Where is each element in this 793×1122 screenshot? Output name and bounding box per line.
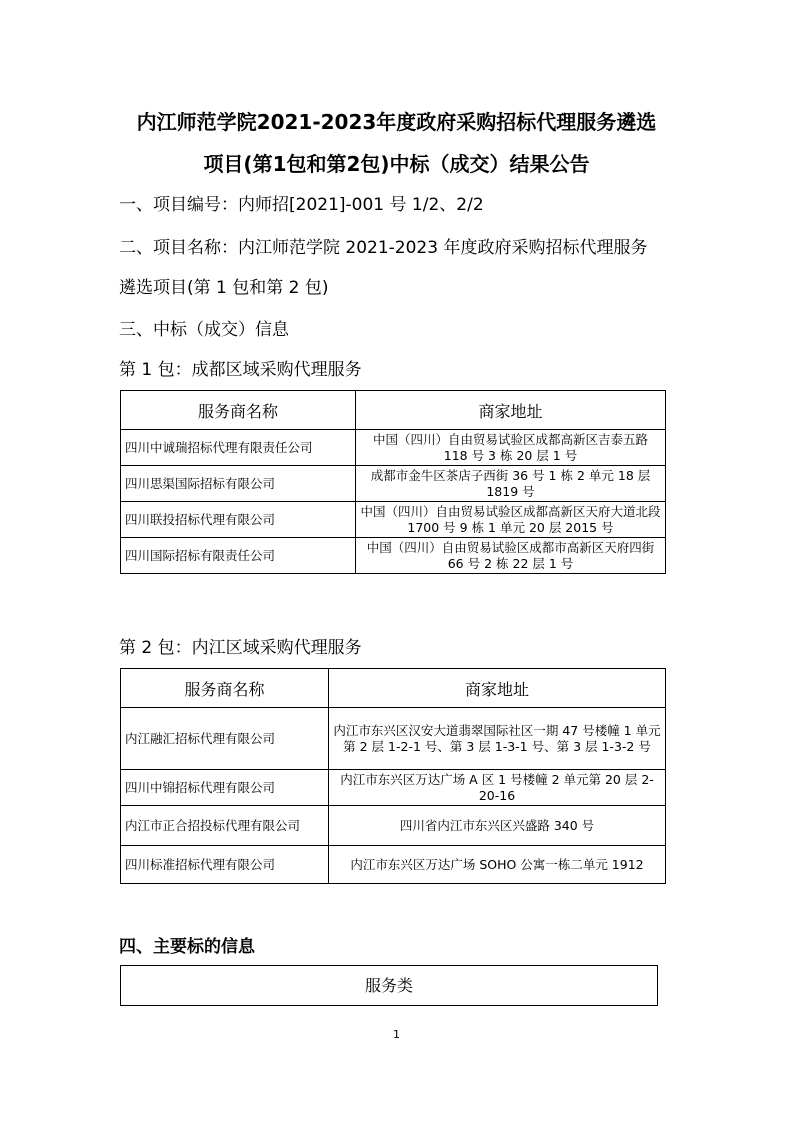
table-row [121, 770, 666, 806]
table-row [121, 466, 666, 502]
vendor-address: 四川省内江市东兴区兴盛路 340 号 [329, 806, 666, 846]
vendor-address: 成都市金牛区茶店子西街 36 号 1 栋 2 单元 18 层 1819 号 [356, 466, 666, 502]
table-row [121, 708, 666, 770]
table-header-row [121, 669, 666, 708]
vendor-address: 中国（四川）自由贸易试验区成都高新区天府大道北段 1700 号 9 栋 1 单元 20 层 2015 号 [356, 502, 666, 538]
section-award-info: 三、中标（成交）信息 [119, 320, 289, 340]
document-title-line1: 内江师范学院2021-2023年度政府采购招标代理服务遴选 [136, 110, 657, 134]
project-name-line1: 二、项目名称：内江师范学院 2021-2023 年度政府采购招标代理服务 [119, 238, 648, 258]
package1-table [120, 390, 666, 574]
vendor-name: 四川中诚瑞招标代理有限责任公司 [121, 430, 356, 466]
table-row [121, 806, 666, 846]
table-row [121, 430, 666, 466]
table-row [121, 502, 666, 538]
vendor-address: 内江市东兴区万达广场 A 区 1 号楼幢 2 单元第 20 层 2-20-16 [329, 770, 666, 806]
vendor-name: 内江融汇招标代理有限公司 [121, 708, 329, 770]
table-row [121, 846, 666, 884]
header-vendor-name: 服务商名称 [121, 669, 329, 708]
vendor-name: 四川标准招标代理有限公司 [121, 846, 329, 884]
vendor-address: 中国（四川）自由贸易试验区成都高新区吉泰五路 118 号 3 栋 20 层 1 号 [356, 430, 666, 466]
package1-heading: 第 1 包：成都区域采购代理服务 [119, 360, 362, 380]
header-vendor-address: 商家地址 [329, 669, 666, 708]
document-title-line2: 项目(第1包和第2包)中标（成交）结果公告 [203, 152, 590, 176]
section-main-subject: 四、主要标的信息 [119, 937, 255, 957]
page-number: 1 [393, 1028, 400, 1041]
table-header-row [121, 391, 666, 430]
vendor-name: 四川中锦招标代理有限公司 [121, 770, 329, 806]
vendor-address: 内江市东兴区万达广场 SOHO 公寓一栋二单元 1912 [329, 846, 666, 884]
package2-table [120, 668, 666, 884]
vendor-address: 中国（四川）自由贸易试验区成都市高新区天府四街 66 号 2 栋 22 层 1 号 [356, 538, 666, 574]
project-name-line2: 遴选项目(第 1 包和第 2 包) [119, 278, 329, 298]
vendor-address: 内江市东兴区汉安大道翡翠国际社区一期 47 号楼幢 1 单元第 2 层 1-2-1 号、第 3 层 1-3-1 号、第 3 层 1-3-2 号 [329, 708, 666, 770]
vendor-name: 四川联投招标代理有限公司 [121, 502, 356, 538]
package2-heading: 第 2 包：内江区域采购代理服务 [119, 638, 362, 658]
project-number: 一、项目编号：内师招[2021]-001 号 1/2、2/2 [119, 195, 484, 215]
table-row [121, 538, 666, 574]
vendor-name: 四川国际招标有限责任公司 [121, 538, 356, 574]
vendor-name: 内江市正合招投标代理有限公司 [121, 806, 329, 846]
vendor-name: 四川思渠国际招标有限公司 [121, 466, 356, 502]
service-category-box: 服务类 [120, 965, 658, 1006]
header-vendor-address: 商家地址 [356, 391, 666, 430]
header-vendor-name: 服务商名称 [121, 391, 356, 430]
